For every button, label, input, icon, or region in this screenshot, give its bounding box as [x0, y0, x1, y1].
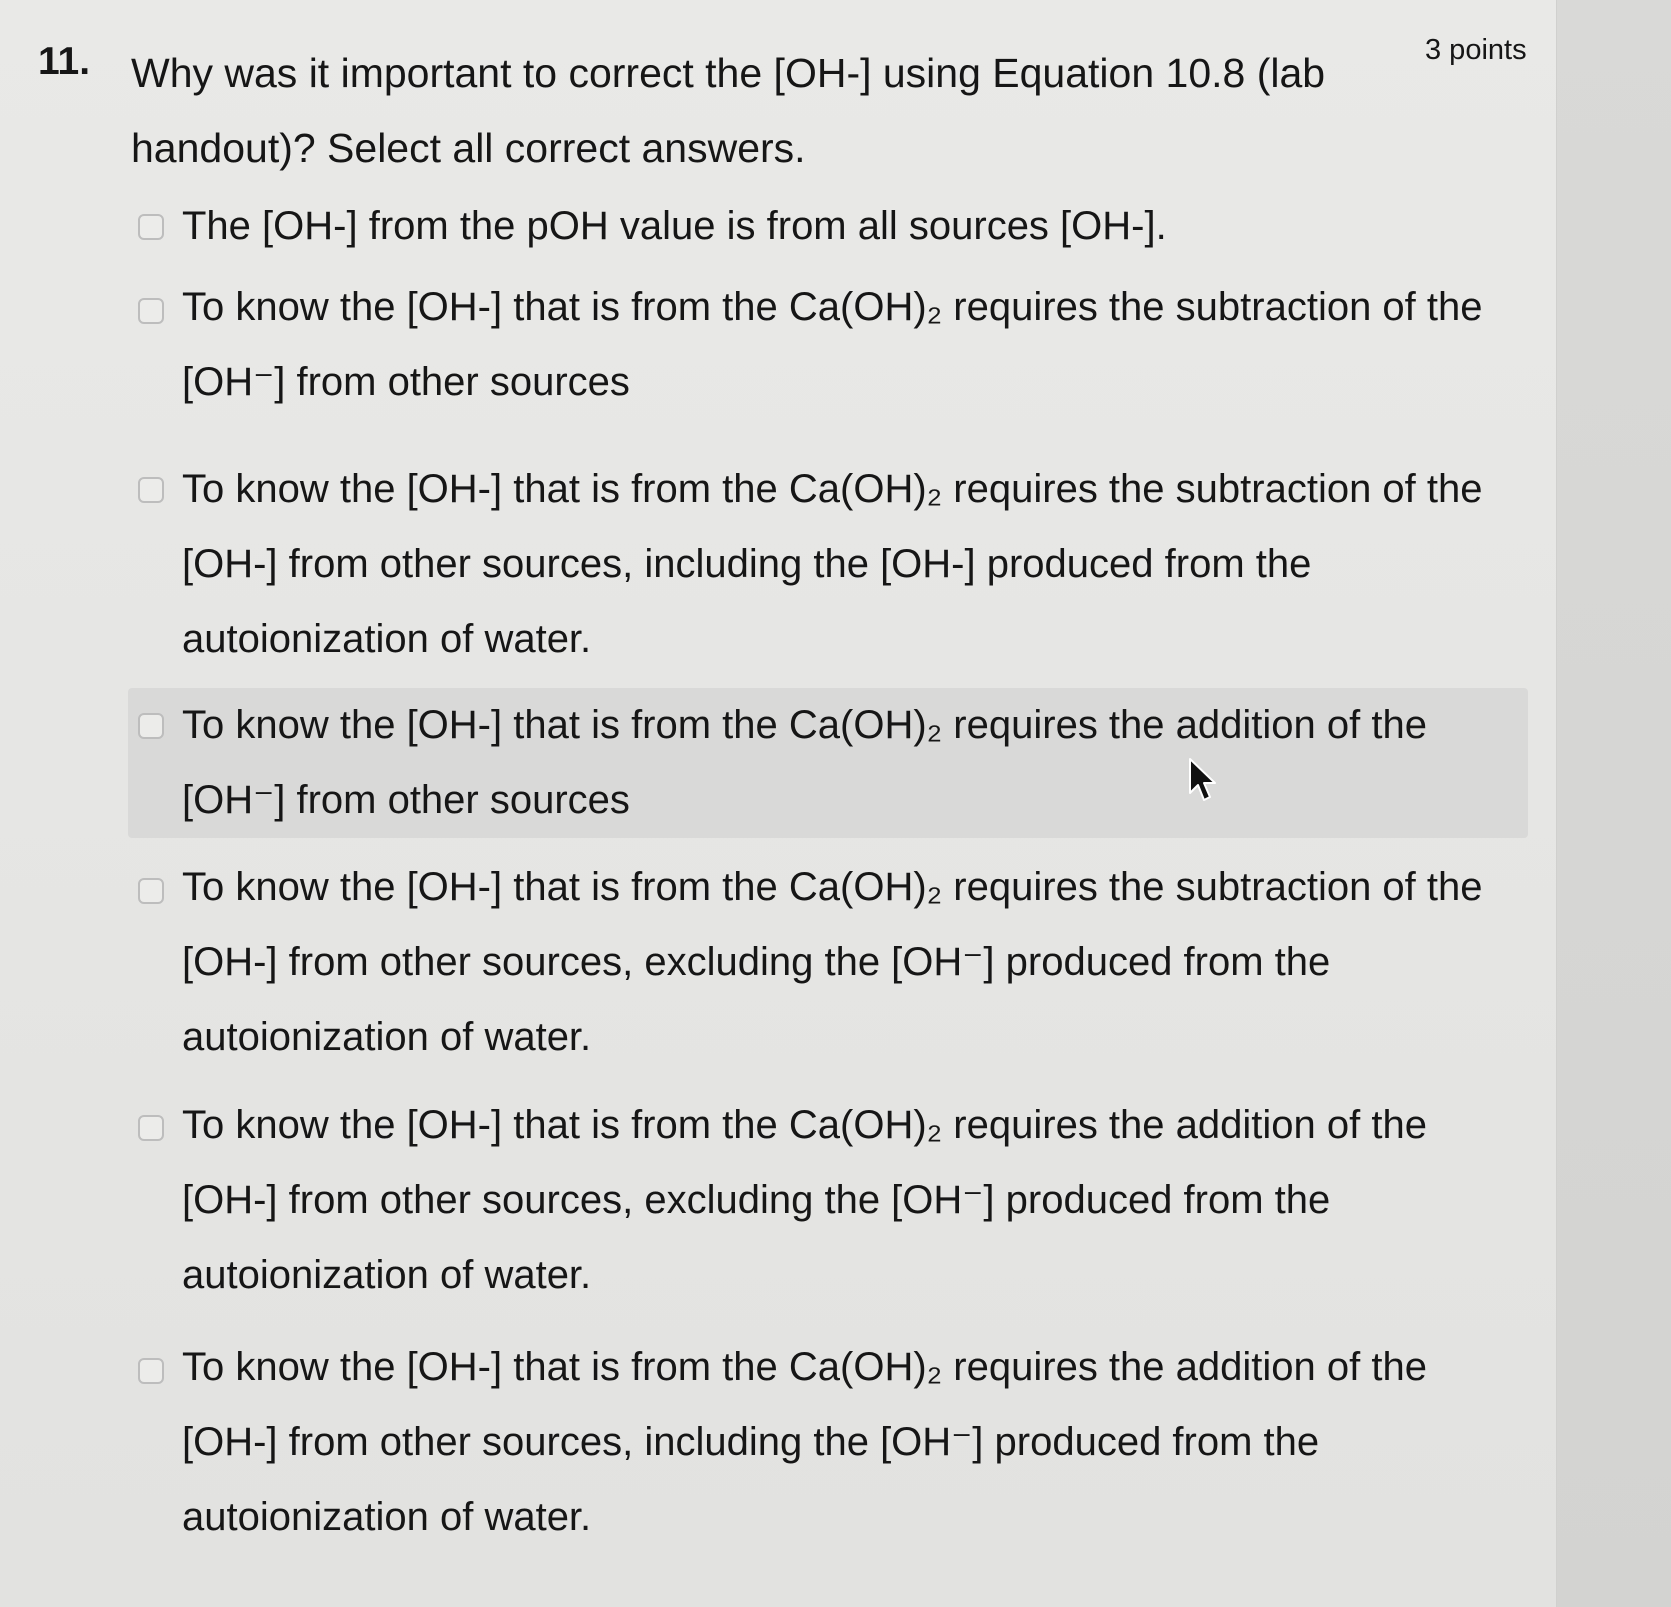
answer-option[interactable] — [128, 850, 1528, 1075]
question-points: 3 points — [1425, 34, 1527, 66]
answer-checkbox[interactable] — [138, 477, 164, 503]
question-number: 11. — [38, 40, 91, 83]
answer-checkbox[interactable] — [138, 1358, 164, 1384]
answer-label: To know the [OH-] that is from the Ca(OH)₂ requires the subtraction of the [OH-] from other sources, excluding the [OH⁻] produced from the autoionization of water. — [182, 865, 1483, 1059]
answer-checkbox[interactable] — [138, 298, 164, 324]
answer-option-hovered[interactable] — [128, 688, 1528, 838]
answer-checkbox[interactable] — [138, 214, 164, 240]
mouse-pointer-icon — [1187, 757, 1221, 805]
answer-option[interactable] — [128, 189, 1528, 264]
answer-label: The [OH-] from the pOH value is from all sources [OH-]. — [182, 204, 1167, 248]
answer-label: To know the [OH-] that is from the Ca(OH)₂ requires the addition of the [OH-] from other sources, including the [OH⁻] produced from the autoionization of water. — [182, 1345, 1427, 1539]
answer-label: To know the [OH-] that is from the Ca(OH)₂ requires the addition of the [OH-] from other sources, excluding the [OH⁻] produced from the autoionization of water. — [182, 1103, 1427, 1297]
answer-option[interactable] — [128, 270, 1528, 420]
answer-checkbox[interactable] — [138, 713, 164, 739]
answer-label: To know the [OH-] that is from the Ca(OH)₂ requires the addition of the [OH⁻] from other sources — [182, 703, 1427, 822]
answer-label: To know the [OH-] that is from the Ca(OH)₂ requires the subtraction of the [OH⁻] from other sources — [182, 285, 1483, 404]
page-margin — [1556, 0, 1671, 1607]
answer-option[interactable] — [128, 1330, 1528, 1555]
answer-option[interactable] — [128, 1088, 1528, 1313]
answer-label: To know the [OH-] that is from the Ca(OH)₂ requires the subtraction of the [OH-] from other sources, including the [OH-] produced from the autoionization of water. — [182, 467, 1483, 661]
answer-checkbox[interactable] — [138, 878, 164, 904]
answer-checkbox[interactable] — [138, 1115, 164, 1141]
answer-option[interactable] — [128, 452, 1528, 677]
question-text: Why was it important to correct the [OH-] using Equation 10.8 (lab handout)? Select all correct answers. — [131, 50, 1326, 171]
